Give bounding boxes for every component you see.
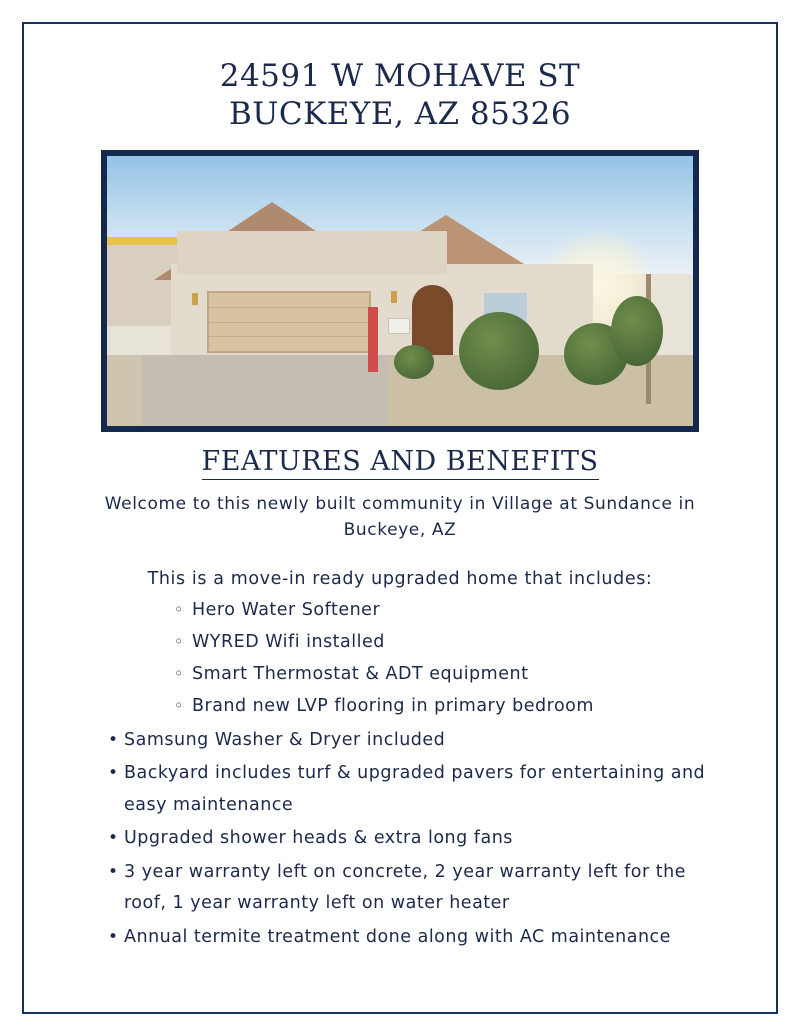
features-main-list (62, 725, 738, 954)
intro-paragraph: Welcome to this newly built community in Village at Sundance in Buckeye, AZ (104, 493, 696, 540)
title-line-city: BUCKEYE, AZ 85326 (228, 95, 572, 132)
list-item: ◦ Hero Water Softener (192, 595, 738, 627)
list-item: • Backyard includes turf & upgraded pavers for entertaining and easy maintenance (124, 758, 738, 821)
section-heading-text: FEATURES AND BENEFITS (202, 446, 599, 480)
property-photo (107, 156, 693, 426)
page-content (22, 22, 778, 1014)
section-heading (62, 446, 738, 477)
list-item: • Annual termite treatment done along with AC maintenance (124, 922, 738, 954)
shrub (459, 312, 539, 390)
list-item: ◦ Smart Thermostat & ADT equipment (192, 659, 738, 691)
list-item: • 3 year warranty left on concrete, 2 year warranty left for the roof, 1 year warranty left on water heater (124, 857, 738, 920)
page-title (62, 58, 738, 134)
list-item: • Samsung Washer & Dryer included (124, 725, 738, 757)
shrub (394, 345, 434, 379)
garage-lamp-left (192, 293, 198, 305)
driveway (142, 355, 388, 425)
garage-door (207, 291, 371, 353)
shrub (611, 296, 663, 366)
yard-sign-post (368, 307, 378, 372)
title-line-street: 24591 W MOHAVE ST (219, 58, 581, 94)
list-item: ◦ WYRED Wifi installed (192, 627, 738, 659)
lead-paragraph: This is a move-in ready upgraded home that includes: (147, 569, 653, 590)
property-photo-frame (101, 150, 699, 432)
list-item: • Upgraded shower heads & extra long fans (124, 823, 738, 855)
list-item: ◦ Brand new LVP flooring in primary bedroom (192, 691, 738, 723)
gable-wall (177, 231, 447, 274)
garage-lamp-right (391, 291, 397, 303)
upgrades-sub-list (62, 595, 738, 722)
yard-sign (388, 318, 410, 334)
